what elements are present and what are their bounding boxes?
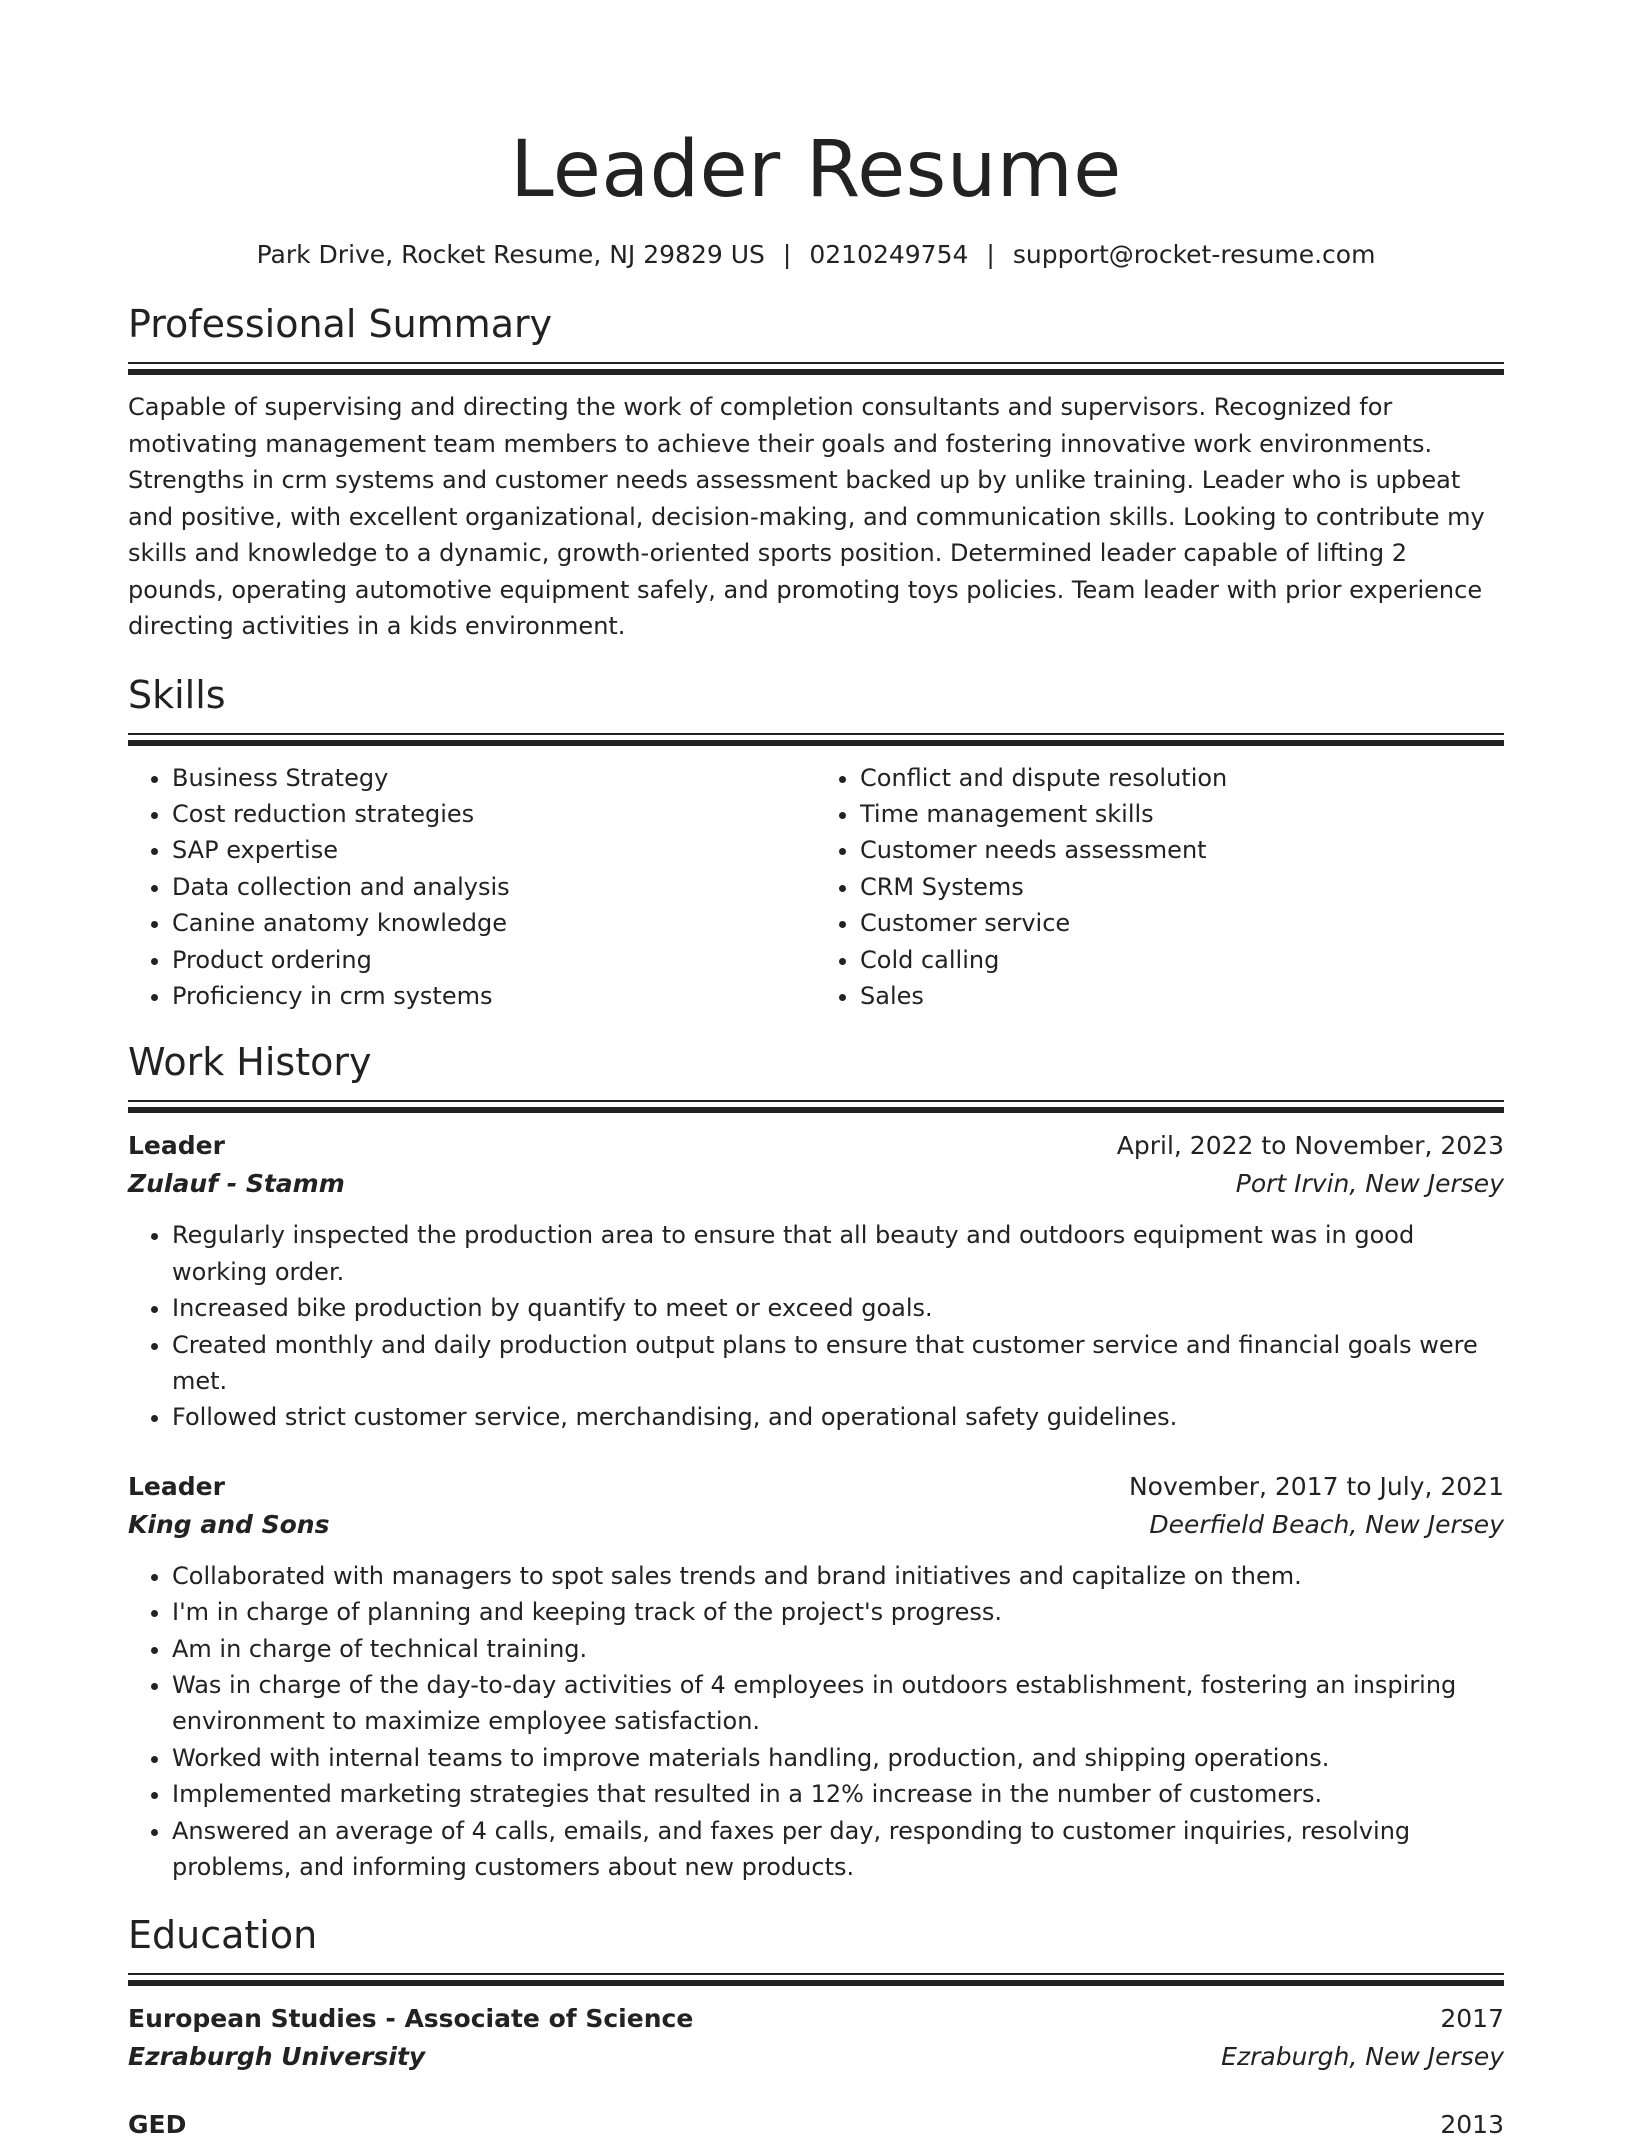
contact-address: Park Drive, Rocket Resume, NJ 29829 US — [256, 240, 765, 269]
education-heading: Education — [128, 1913, 318, 1958]
job-title: Leader — [128, 1471, 225, 1501]
contact-separator: | — [986, 240, 995, 269]
work-history-section — [128, 1036, 1504, 1885]
job-bullet: • Created monthly and daily production output plans to ensure that customer service and financial goals were met. — [172, 1327, 1504, 1400]
job-dates: November, 2017 to July, 2021 — [1128, 1471, 1504, 1501]
summary-heading: Professional Summary — [128, 302, 553, 346]
job-company: Zulauf - Stamm — [128, 1169, 345, 1199]
job-entry — [128, 1436, 1504, 1886]
skills-columns — [128, 746, 1504, 1015]
education-school: Ezraburgh University — [128, 2042, 426, 2072]
section-rule-thin — [128, 362, 1504, 364]
job-bullet: • Am in charge of technical training. — [172, 1631, 1504, 1667]
skills-section — [128, 669, 1504, 1015]
skills-heading: Skills — [128, 672, 226, 717]
summary-section — [128, 298, 1504, 645]
education-year: 2017 — [1440, 2004, 1504, 2034]
education-section — [128, 1909, 1504, 2144]
job-title-row — [128, 1468, 1504, 1506]
job-bullet: • Worked with internal teams to improve materials handling, production, and shipping operations. — [172, 1740, 1504, 1776]
job-bullets — [128, 1544, 1504, 1886]
section-rule-thin — [128, 733, 1504, 735]
skills-left-list — [128, 760, 816, 1015]
education-degree: GED — [128, 2110, 187, 2140]
education-degree-row — [128, 2106, 1504, 2144]
education-degree: European Studies - Associate of Science — [128, 2004, 694, 2034]
job-bullet: • Answered an average of 4 calls, emails, and faxes per day, responding to customer inquiries, resolving problems, and informing customers about new products. — [172, 1813, 1504, 1886]
skill-item: • Cold calling — [860, 942, 1504, 978]
job-bullet: • Increased bike production by quantify to meet or exceed goals. — [172, 1290, 1504, 1326]
job-entry — [128, 1113, 1504, 1435]
contact-phone: 0210249754 — [809, 240, 969, 269]
job-bullet: • Regularly inspected the production area to ensure that all beauty and outdoors equipment was in good working order. — [172, 1217, 1504, 1290]
work-history-heading: Work History — [128, 1040, 372, 1085]
job-company: King and Sons — [128, 1509, 330, 1539]
education-school-row — [128, 2038, 1504, 2076]
education-entry — [128, 2076, 1504, 2144]
job-bullet: • I'm in charge of planning and keeping track of the project's progress. — [172, 1594, 1504, 1630]
skill-item: • Cost reduction strategies — [172, 796, 816, 832]
skill-item: • Customer service — [860, 905, 1504, 941]
job-bullets — [128, 1203, 1504, 1435]
job-company-row — [128, 1165, 1504, 1203]
job-dates: April, 2022 to November, 2023 — [1116, 1131, 1504, 1161]
skill-item: • Business Strategy — [172, 760, 816, 796]
summary-text: Capable of supervising and directing the work of completion consultants and supervisors. Recognized for motivating management team members to achieve their goals and fostering innovative work environments. Strengths in crm systems and customer needs assessment backed up by unlike training. Leader who is upbeat and positive, with excellent organizational, decision-making, and communication skills. Looking to contribute my skills and knowledge to a dynamic, growth-oriented sports position. Determined leader capable of lifting 2 pounds, operating automotive equipment safely, and promoting toys policies. Team leader with prior experience directing activities in a kids environment. — [128, 393, 1485, 640]
resume-name: Leader Resume — [510, 125, 1122, 215]
job-bullet: • Followed strict customer service, merchandising, and operational safety guidelines. — [172, 1399, 1504, 1435]
education-entry — [128, 1986, 1504, 2076]
job-location: Port Irvin, New Jersey — [1235, 1169, 1504, 1199]
skill-item: • Data collection and analysis — [172, 869, 816, 905]
section-rule-thin — [128, 1100, 1504, 1102]
skill-item: • Sales — [860, 978, 1504, 1014]
contact-email: support@rocket-resume.com — [1012, 240, 1376, 269]
job-title-row — [128, 1127, 1504, 1165]
skill-item: • Product ordering — [172, 942, 816, 978]
job-location: Deerfield Beach, New Jersey — [1149, 1509, 1504, 1539]
job-company-row — [128, 1506, 1504, 1544]
skill-item: • Time management skills — [860, 796, 1504, 832]
contact-line — [128, 238, 1504, 272]
contact-separator: | — [782, 240, 792, 269]
skill-item: • Customer needs assessment — [860, 832, 1504, 868]
job-bullet: • Implemented marketing strategies that resulted in a 12% increase in the number of customers. — [172, 1776, 1504, 1812]
skill-item: • Proficiency in crm systems — [172, 978, 816, 1014]
job-bullet: • Was in charge of the day-to-day activities of 4 employees in outdoors establishment, fostering an inspiring environment to maximize employee satisfaction. — [172, 1667, 1504, 1740]
skill-item: • CRM Systems — [860, 869, 1504, 905]
section-rule-thin — [128, 1973, 1504, 1975]
job-bullet: • Collaborated with managers to spot sales trends and brand initiatives and capitalize on them. — [172, 1558, 1504, 1594]
skill-item: • SAP expertise — [172, 832, 816, 868]
skill-item: • Conflict and dispute resolution — [860, 760, 1504, 796]
skills-right-list — [816, 760, 1504, 1015]
job-title: Leader — [128, 1131, 225, 1161]
skill-item: • Canine anatomy knowledge — [172, 905, 816, 941]
education-degree-row — [128, 2000, 1504, 2038]
education-location: Ezraburgh, New Jersey — [1221, 2042, 1504, 2072]
education-year: 2013 — [1440, 2110, 1504, 2140]
